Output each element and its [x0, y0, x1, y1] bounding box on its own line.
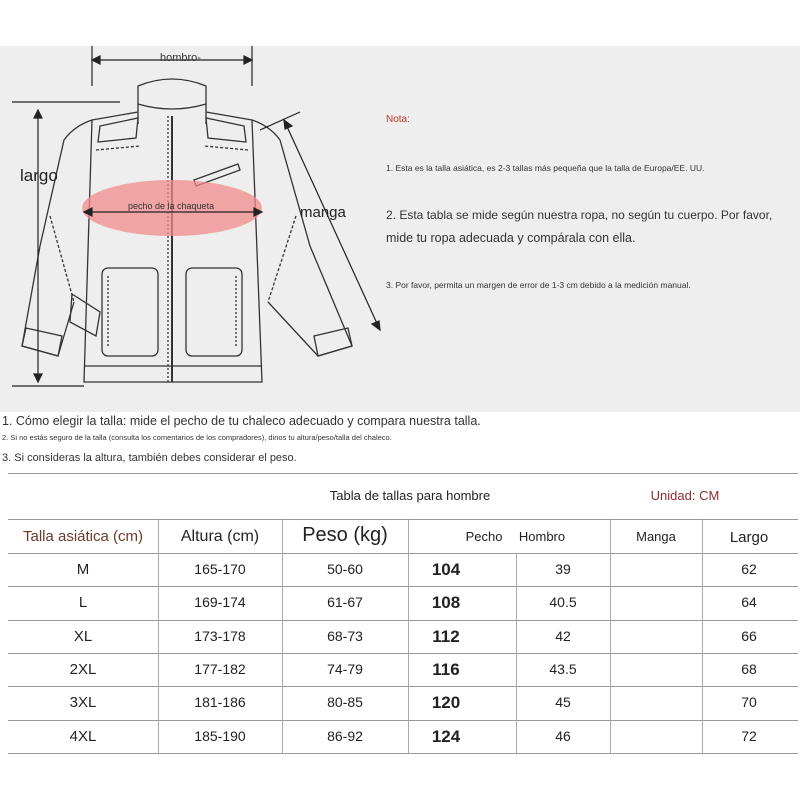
cell-weight: 61-67 — [327, 594, 363, 611]
header-length: Largo — [729, 529, 769, 546]
cell-height: 165-170 — [194, 561, 246, 577]
cell-size: 3XL — [69, 694, 97, 712]
header-shoulder: Hombro — [518, 529, 566, 544]
cell-weight: 74-79 — [327, 660, 363, 677]
cell-chest: 124 — [431, 726, 461, 746]
cell-height: 177-182 — [194, 660, 246, 677]
cell-shoulder: 46 — [555, 727, 571, 744]
cell-length: 72 — [741, 727, 757, 744]
cell-chest: 108 — [431, 593, 461, 613]
cell-size: 4XL — [69, 727, 97, 745]
cell-weight: 86-92 — [327, 727, 363, 744]
row-divider — [8, 686, 798, 687]
cell-shoulder: 42 — [555, 627, 571, 644]
cell-weight: 68-73 — [327, 627, 363, 644]
cell-chest: 120 — [431, 693, 461, 713]
length-label: largo — [20, 166, 58, 185]
header-weight: Peso (kg) — [302, 524, 388, 546]
cell-size: L — [78, 594, 88, 612]
cell-weight: 80-85 — [327, 694, 363, 711]
note-title: Nota: — [386, 114, 410, 125]
cell-weight: 50-60 — [327, 561, 363, 577]
note-2-cont: mide tu ropa adecuada y compárala con ella. — [386, 231, 636, 245]
tip-3: 3. Si consideras la altura, también debes considerar el peso. — [2, 452, 297, 464]
header-chest: Pecho — [465, 529, 503, 544]
table-title: Tabla de tallas para hombre — [329, 488, 491, 503]
cell-shoulder: 39 — [555, 561, 571, 577]
note-2: 2. Esta tabla se mide según nuestra ropa, no según tu cuerpo. Por favor, — [386, 208, 773, 222]
header-size: Talla asiática (cm) — [22, 528, 144, 545]
cell-chest: 116 — [432, 659, 460, 679]
unit-label: Unidad: CM — [650, 488, 720, 503]
note-1: 1. Esta es la talla asiática, es 2-3 tallas más pequeña que la talla de Europa/EE. UU. — [386, 163, 705, 173]
row-divider — [8, 586, 798, 587]
cell-height: 181-186 — [194, 694, 246, 711]
chest-label: pecho de la chaqueta — [128, 201, 215, 211]
jacket-diagram — [0, 46, 800, 412]
cell-chest: 112 — [432, 626, 460, 646]
row-divider — [8, 620, 798, 621]
cell-height: 185-190 — [194, 727, 246, 744]
row-divider — [8, 720, 798, 721]
cell-size: M — [76, 561, 90, 578]
cell-length: 70 — [741, 694, 757, 711]
header-height: Altura (cm) — [180, 528, 260, 545]
cell-length: 68 — [741, 660, 757, 677]
cell-size: 2XL — [69, 660, 97, 678]
cell-shoulder: 43.5 — [549, 660, 577, 677]
cell-height: 173-178 — [194, 627, 246, 644]
cell-length: 64 — [741, 594, 757, 611]
tip-2: 2. Si no estás seguro de la talla (consulta los comentarios de los compradores), dinos tu altura/peso/talla del chaleco. — [2, 433, 392, 442]
cell-shoulder: 45 — [555, 694, 571, 711]
row-divider — [8, 753, 798, 754]
cell-chest: 104 — [431, 560, 461, 579]
row-divider — [8, 653, 798, 654]
tip-1: 1. Cómo elegir la talla: mide el pecho de tu chaleco adecuado y compara nuestra talla. — [2, 414, 481, 428]
header-sleeve: Manga — [636, 529, 676, 544]
cell-length: 66 — [741, 627, 757, 644]
shoulder-label: hombro- — [160, 52, 201, 64]
sleeve-label: manga — [300, 204, 346, 221]
cell-size: XL — [73, 627, 93, 645]
cell-shoulder: 40.5 — [549, 594, 577, 611]
cell-height: 169-174 — [194, 594, 246, 611]
jacket-illustration — [0, 46, 800, 412]
cell-length: 62 — [741, 561, 757, 577]
note-3: 3. Por favor, permita un margen de error de 1-3 cm debido a la medición manual. — [386, 280, 691, 290]
